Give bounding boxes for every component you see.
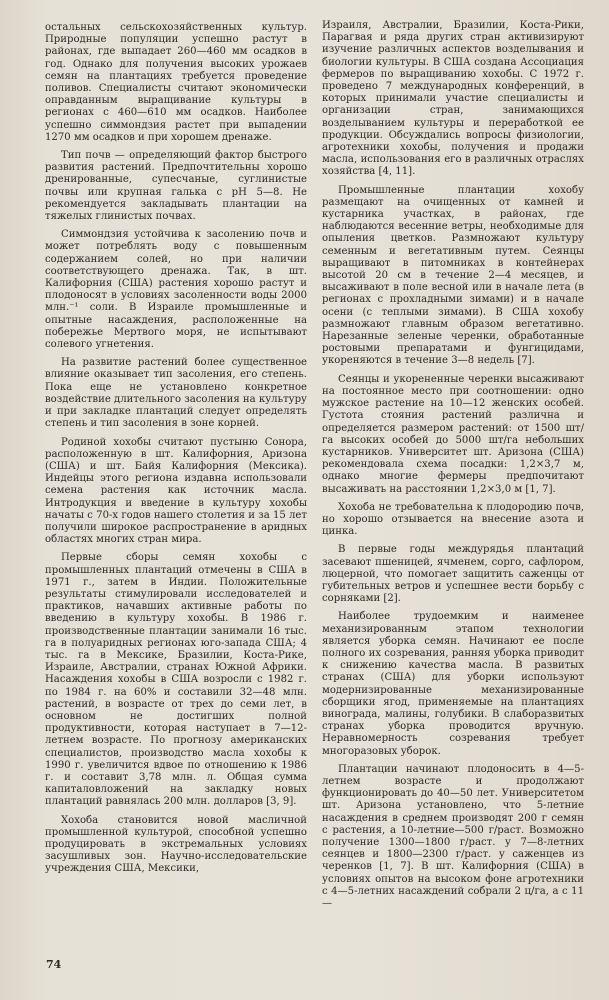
paragraph: Тип почв — определяющий фактор быстрого развития растений. Предпочтительны хорошо дренированные, супесчаные, суглинистые почвы или крупная галька с pH 5—8. Не рекомендуется закладывать плантации на тяжелых глинистых почвах.	[45, 150, 307, 223]
paragraph: Первые сборы семян хохобы с промышленных плантаций отмечены в США в 1971 г., затем в Индии. Положительные результаты стимулировали исследователей и практиков, начавших активные работы по введению в культуру хохобы. В 1986 г. производственные плантации занимали 16 тыс. га в полуаридных регионах юго-запада США; 4 тыс. га в Мексике, Бразилии, Коста-Рике, Израиле, Австралии, странах Южной Африки. Насаждения хохобы в США возросли с 1982 г. по 1984 г. на 60% и составили 32—48 млн. растений, в возрасте от трех до семи лет, в основном не достигших полной продуктивности, которая наступает в 7—12-летнем возрасте. По прогнозу американских специалистов, производство масла хохобы к 1990 г. увеличится вдвое по отношению к 1986 г. и составит 3,78 млн. л. Общая сумма капиталовложений на закладку новых плантаций равнялась 200 млн. долларов [3, 9].	[45, 552, 307, 808]
paragraph: остальных сельскохозяйственных культур. Природные популяции успешно растут в районах, где выпадает 260—460 мм осадков в год. Однако для получения высоких урожаев семян на плантациях требуется проведение поливов. Специалисты считают экономически оправданным выращивание культуры в регионах с 460—610 мм осадков. Наиболее успешно симмондзия растет при выпадении 1270 мм осадков и при хорошем дренаже.	[45, 22, 307, 143]
right-column	[322, 20, 584, 910]
paragraph: Плантации начинают плодоносить в 4—5-летнем возрасте и продолжают функционировать до 40—50 лет. Университетом шт. Аризона установлено, что 5-летние насаждения в среднем производят 200 г семян с растения, а 10-летние—500 г/раст. Возможно получение 1300—1800 г/раст. у 7—8-летних сеянцев и 1800—2300 г/раст. у саженцев из черенков [1, 7]. В шт. Калифорния (США) в условиях опытов на высоком фоне агротехники с 4—5-летних насаждений собрали 2 ц/га, а с 11—	[322, 763, 584, 910]
paragraph: Израиля, Австралии, Бразилии, Коста-Рики, Парагвая и ряда других стран активизируют изучение различных аспектов возделывания и биологии культуры. В США создана Ассоциация фермеров по выращиванию хохобы. С 1972 г. проведено 7 международных конференций, в которых принимали участие специалисты и организации стран, занимающихся возделыванием культуры и переработкой ее продукции. Обсуждались вопросы физиологии, агротехники хохобы, получения и продажи масла, использования его в различных отраслях хозяйства [4, 11].	[322, 20, 584, 178]
left-column	[45, 22, 307, 876]
paragraph: На развитие растений более существенное влияние оказывает тип засоления, его степень. Пока еще не установлено конкретное воздействие длительного засоления на культуру и при закладке плантаций следует определять степень и тип засоления в зоне корней.	[45, 357, 307, 430]
paragraph: Наиболее трудоемким и наименее механизированным этапом технологии является уборка семян. Начинают ее после полного их созревания, ранняя уборка приводит к снижению качества масла. В развитых странах (США) для уборки используют модернизированные механизированные сборщики ягод, применяемые на плантациях винограда, малины, голубики. В слаборазвитых странах уборка проводится вручную. Неравномерность созревания требует многоразовых уборок.	[322, 611, 585, 757]
paragraph: Промышленные плантации хохобу размещают на очищенных от камней и кустарника участках, в районах, где наблюдаются весенние ветры, необходимые для опыления цветков. Размножают культуру семенным и вегетативным путем. Сеянцы выращивают в питомниках в контейнерах высотой 20 см в течение 2—4 месяцев, и высаживают в поле весной или в начале лета (в регионах с прохладными зимами) и в начале осени (с теплыми зимами). В США хохобу размножают главным образом вегетативно. Нарезанные зеленые черенки, обработанные ростовыми препаратами и фунгицидами, укореняются в течение 3—8 недель [7].	[322, 184, 584, 367]
page-number: 74	[46, 958, 62, 971]
paragraph: Родиной хохобы считают пустыню Сонора, расположенную в шт. Калифорния, Аризона (США) и шт. Байя Калифорния (Мексика). Индейцы этого региона издавна использовали семена растения как источник масла. Интродукция и введение в культуру хохобы начаты с 70-х годов нашего столетия и за 15 лет получили широкое распространение в аридных областях многих стран мира.	[45, 436, 307, 546]
paragraph: Хохоба не требовательна к плодородию почв, но хорошо отзывается на внесение азота и цинка.	[322, 501, 584, 538]
paragraph: В первые годы междурядья плантаций засевают пшеницей, ячменем, сорго, сафлором, люцерной, что помогает защитить саженцы от губительных ветров и успешнее вести борьбу с сорняками [2].	[322, 544, 584, 605]
paragraph: Сеянцы и укорененные черенки высаживают на постоянное место при соотношении: одно мужское растение на 10—12 женских особей. Густота стояния растений различна и определяется размером растений: от 1500 шт/га высоких особей до 5000 шт/га небольших кустарников. Университет шт. Аризона (США) рекомендовала схема посадки: 1,2×3,7 м, однако многие фермеры предпочитают высаживать на расстоянии 1,2×3,0 м [1, 7].	[322, 373, 584, 495]
paragraph: Симмондзия устойчива к засолению почв и может потреблять воду с повышенным содержанием солей, но при наличии соответствующего дренажа. Так, в шт. Калифорния (США) растения хорошо растут и плодоносят в условиях засоленности воды 2000 млн.⁻¹ соли. В Израиле промышленные и опытные насаждения, расположенные на побережье Мертвого моря, не испытывают солевого угнетения.	[45, 229, 307, 351]
paragraph: Хохоба становится новой масличной промышленной культурой, способной успешно продуцировать в экстремальных условиях засушливых зон. Научно-исследовательские учреждения США, Мексики,	[45, 814, 307, 875]
